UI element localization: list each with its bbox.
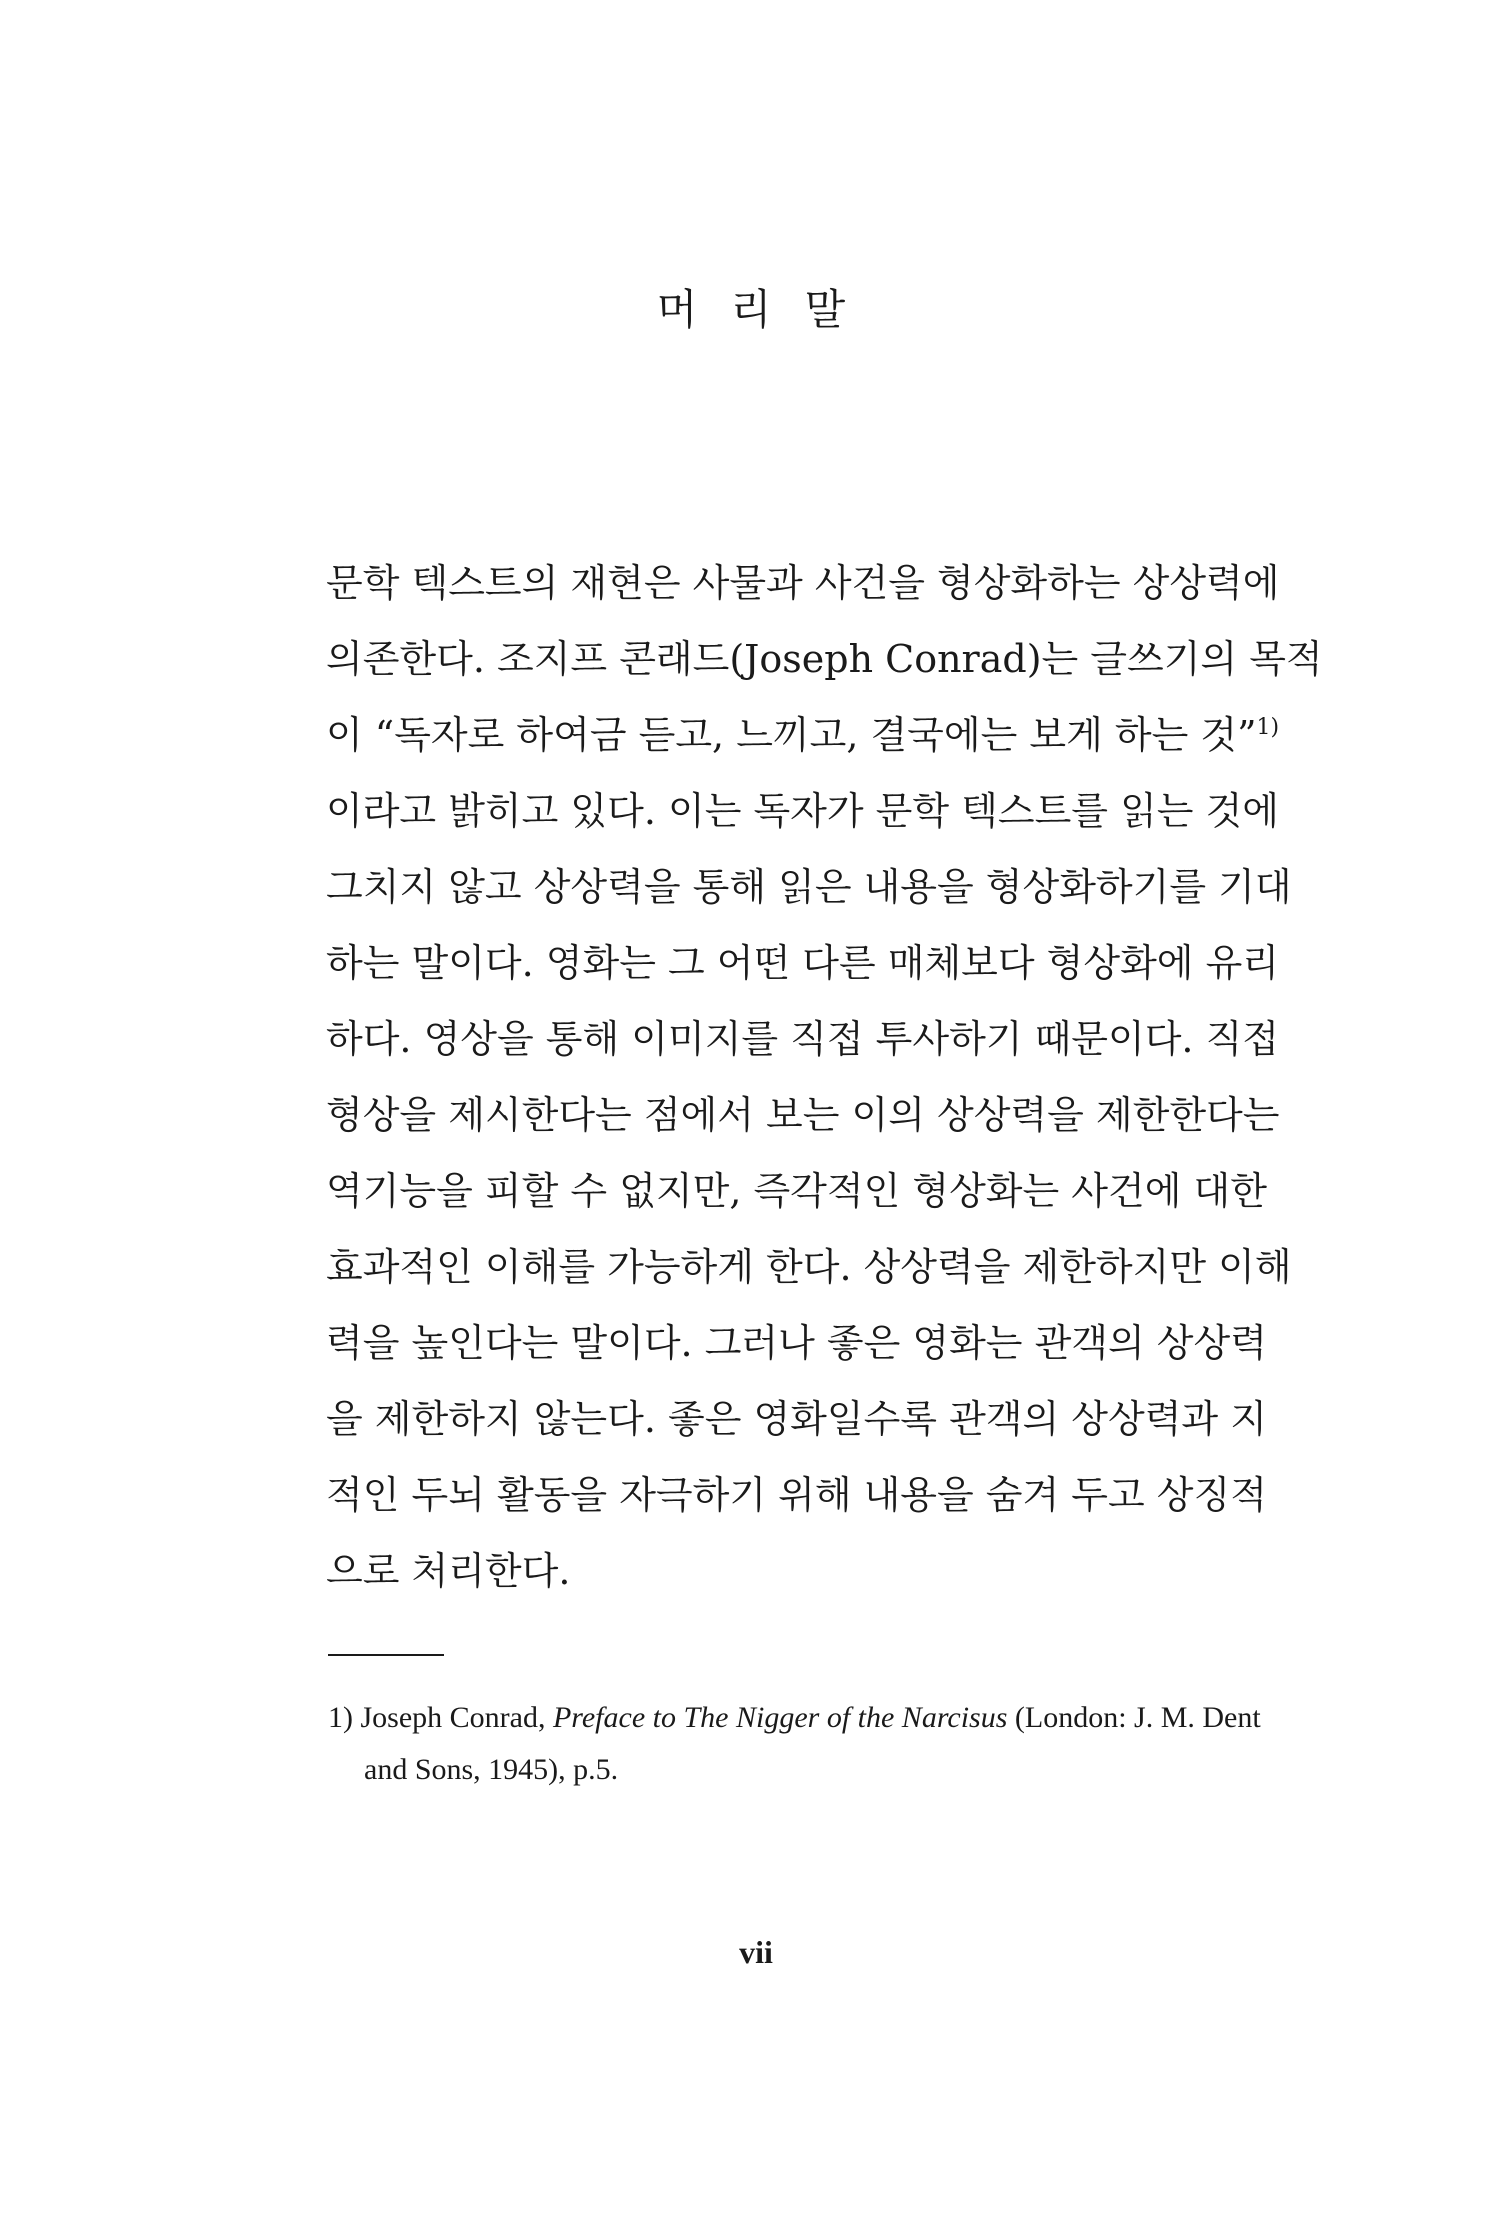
- body-line-text: 이 “독자로 하여금 듣고, 느끼고, 결국에는 보게 하는 것”: [326, 713, 1257, 757]
- body-line: 그치지 않고 상상력을 통해 읽은 내용을 형상화하기를 기대: [326, 865, 1292, 909]
- body-line: 하는 말이다. 영화는 그 어떤 다른 매체보다 형상화에 유리: [326, 941, 1279, 985]
- body-line: 력을 높인다는 말이다. 그러나 좋은 영화는 관객의 상상력: [326, 1321, 1267, 1365]
- footnote-divider: [328, 1654, 444, 1656]
- footnote-line: [328, 1692, 1263, 1744]
- page-number: vii: [739, 1934, 773, 1970]
- body-line: [326, 697, 1280, 773]
- body-line: 문학 텍스트의 재현은 사물과 사건을 형상화하는 상상력에: [326, 561, 1280, 605]
- body-line: 으로 처리한다.: [326, 1549, 571, 1593]
- body-line: 형상을 제시한다는 점에서 보는 이의 상상력을 제한한다는: [326, 1093, 1280, 1137]
- footnote-book-title: Preface to The Nigger of the Narcisus: [552, 1701, 1008, 1734]
- body-paragraph: [326, 545, 1323, 1609]
- footnote-number: 1): [328, 1701, 353, 1734]
- footnote-publisher: (London: J. M. Dent: [1014, 1701, 1261, 1734]
- body-line: 의존한다. 조지프 콘래드(Joseph Conrad)는 글쓰기의 목적: [326, 637, 1323, 681]
- body-line: 효과적인 이해를 가능하게 한다. 상상력을 제한하지만 이해: [326, 1245, 1292, 1289]
- footnote-reference: 1): [1256, 715, 1280, 740]
- page-title: 머 리 말: [656, 285, 856, 335]
- body-line: 하다. 영상을 통해 이미지를 직접 투사하기 때문이다. 직접: [326, 1017, 1279, 1061]
- footnote: [328, 1692, 1263, 1796]
- body-line: 이라고 밝히고 있다. 이는 독자가 문학 텍스트를 읽는 것에: [326, 789, 1279, 833]
- body-line: 을 제한하지 않는다. 좋은 영화일수록 관객의 상상력과 지: [326, 1397, 1267, 1441]
- body-line: 적인 두뇌 활동을 자극하기 위해 내용을 숨겨 두고 상징적: [326, 1473, 1267, 1517]
- body-line: 역기능을 피할 수 없지만, 즉각적인 형상화는 사건에 대한: [326, 1169, 1267, 1213]
- footnote-author: Joseph Conrad,: [360, 1701, 546, 1734]
- footnote-line: and Sons, 1945), p.5.: [364, 1753, 619, 1786]
